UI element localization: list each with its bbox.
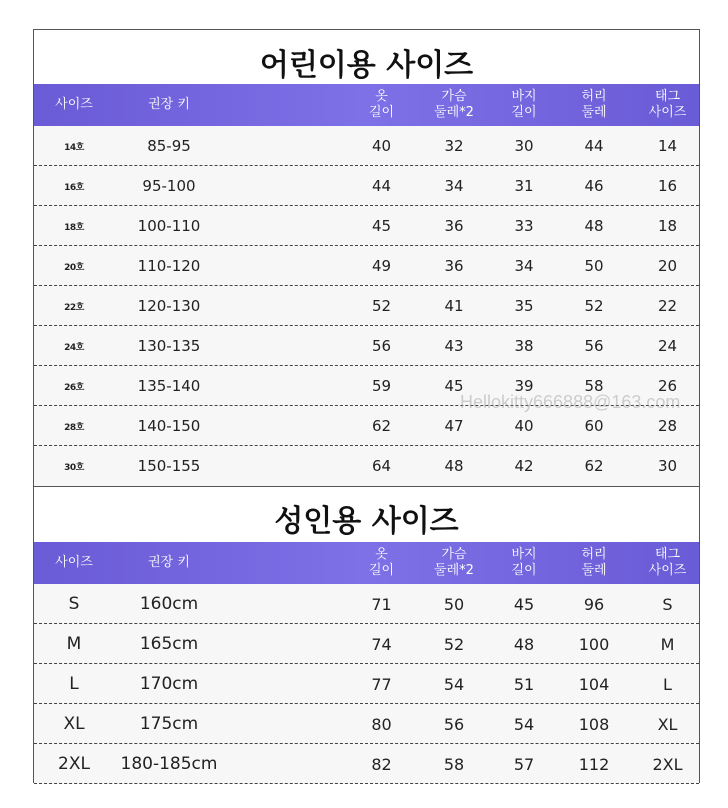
adults-header-pants: 바지 길이 bbox=[511, 547, 537, 578]
kids-table-row bbox=[34, 326, 699, 366]
kids-cell-size: 30호 bbox=[64, 462, 84, 473]
kids-cell-tag: 22 bbox=[657, 297, 678, 315]
adults-cell-size: XL bbox=[63, 714, 85, 734]
kids-cell-pants: 35 bbox=[514, 297, 534, 315]
adults-cell-size: M bbox=[66, 634, 82, 654]
kids-cell-waist: 62 bbox=[584, 457, 604, 475]
kids-cell-tag: 24 bbox=[657, 337, 678, 355]
kids-cell-length: 49 bbox=[371, 257, 392, 275]
section-divider bbox=[34, 486, 699, 487]
kids-cell-size: 14호 bbox=[64, 142, 84, 153]
adults-cell-height: 160cm bbox=[139, 594, 199, 614]
adults-cell-waist: 100 bbox=[578, 634, 610, 654]
kids-header-height: 권장 키 bbox=[148, 97, 190, 112]
adults-cell-pants: 45 bbox=[513, 594, 535, 614]
kids-header-pants: 바지 길이 bbox=[511, 89, 537, 120]
kids-cell-chest: 32 bbox=[444, 137, 464, 155]
kids-title: 어린이용 사이즈 bbox=[259, 48, 474, 83]
kids-cell-tag: 18 bbox=[657, 217, 678, 235]
adults-cell-tag: S bbox=[662, 594, 673, 614]
adults-cell-pants: 54 bbox=[513, 714, 535, 734]
kids-cell-size: 24호 bbox=[64, 342, 84, 353]
kids-cell-length: 64 bbox=[371, 457, 392, 475]
kids-header-size: 사이즈 bbox=[55, 97, 93, 112]
adults-cell-pants: 57 bbox=[513, 754, 535, 774]
adults-header-size: 사이즈 bbox=[55, 555, 93, 570]
adults-cell-chest: 54 bbox=[443, 674, 465, 694]
kids-cell-chest: 41 bbox=[444, 297, 464, 315]
kids-cell-pants: 42 bbox=[514, 457, 534, 475]
adults-table-row bbox=[34, 744, 699, 784]
adults-cell-length: 82 bbox=[371, 754, 392, 774]
kids-cell-chest: 36 bbox=[444, 257, 464, 275]
adults-table-row bbox=[34, 624, 699, 664]
kids-table-row bbox=[34, 286, 699, 326]
adults-cell-length: 77 bbox=[371, 674, 392, 694]
adults-table-row bbox=[34, 584, 699, 624]
watermark: Hellokitty666888@163.com bbox=[460, 392, 681, 412]
kids-cell-pants: 40 bbox=[514, 417, 534, 435]
row-separator bbox=[34, 783, 699, 784]
kids-header-chest: 가슴 둘레*2 bbox=[434, 89, 474, 120]
kids-cell-pants: 33 bbox=[514, 217, 534, 235]
kids-cell-height: 130-135 bbox=[137, 337, 201, 355]
kids-cell-length: 59 bbox=[371, 377, 392, 395]
kids-cell-height: 140-150 bbox=[137, 417, 201, 435]
kids-cell-size: 22호 bbox=[64, 302, 84, 313]
kids-cell-waist: 48 bbox=[584, 217, 604, 235]
adults-cell-height: 170cm bbox=[139, 674, 199, 694]
kids-cell-pants: 38 bbox=[514, 337, 534, 355]
kids-cell-height: 120-130 bbox=[137, 297, 201, 315]
kids-header-row bbox=[34, 84, 699, 126]
kids-cell-length: 40 bbox=[371, 137, 392, 155]
adults-header-length: 옷 길이 bbox=[368, 547, 395, 578]
kids-cell-length: 44 bbox=[371, 177, 392, 195]
adults-cell-chest: 50 bbox=[443, 594, 465, 614]
adults-cell-chest: 58 bbox=[443, 754, 465, 774]
kids-header-waist: 허리 둘레 bbox=[581, 89, 607, 120]
kids-cell-chest: 45 bbox=[444, 377, 464, 395]
adults-cell-size: S bbox=[68, 594, 80, 614]
adults-header-row bbox=[34, 542, 699, 584]
adults-cell-pants: 51 bbox=[513, 674, 535, 694]
kids-cell-height: 95-100 bbox=[142, 177, 196, 195]
adults-cell-tag: M bbox=[660, 634, 675, 654]
adults-table-row bbox=[34, 704, 699, 744]
kids-cell-pants: 31 bbox=[514, 177, 534, 195]
kids-header-length: 옷 길이 bbox=[368, 89, 395, 120]
adults-title: 성인용 사이즈 bbox=[274, 504, 459, 539]
kids-cell-size: 18호 bbox=[64, 222, 84, 233]
adults-header-waist: 허리 둘레 bbox=[581, 547, 607, 578]
kids-header-tag: 태그 사이즈 bbox=[648, 89, 687, 120]
adults-cell-height: 165cm bbox=[139, 634, 199, 654]
kids-cell-tag: 26 bbox=[657, 377, 678, 395]
kids-cell-height: 110-120 bbox=[137, 257, 201, 275]
kids-cell-length: 62 bbox=[371, 417, 392, 435]
adults-header-height: 권장 키 bbox=[148, 555, 190, 570]
kids-cell-size: 26호 bbox=[64, 382, 84, 393]
kids-table-row bbox=[34, 206, 699, 246]
adults-cell-length: 74 bbox=[371, 634, 392, 654]
adults-cell-waist: 104 bbox=[578, 674, 610, 694]
kids-cell-tag: 28 bbox=[657, 417, 678, 435]
kids-cell-tag: 20 bbox=[657, 257, 678, 275]
adults-cell-waist: 108 bbox=[578, 714, 610, 734]
adults-cell-height: 180-185cm bbox=[120, 754, 218, 774]
kids-cell-waist: 56 bbox=[584, 337, 604, 355]
adults-cell-size: 2XL bbox=[58, 754, 90, 774]
kids-cell-size: 20호 bbox=[64, 262, 84, 273]
kids-cell-height: 135-140 bbox=[137, 377, 201, 395]
adults-cell-size: L bbox=[69, 674, 79, 694]
kids-cell-size: 28호 bbox=[64, 422, 84, 433]
kids-table-row bbox=[34, 446, 699, 486]
adults-cell-tag: 2XL bbox=[652, 754, 683, 774]
kids-cell-pants: 34 bbox=[514, 257, 534, 275]
adults-cell-waist: 112 bbox=[578, 754, 610, 774]
kids-cell-tag: 16 bbox=[657, 177, 678, 195]
kids-cell-pants: 39 bbox=[514, 377, 534, 395]
kids-cell-chest: 48 bbox=[444, 457, 464, 475]
kids-cell-tag: 14 bbox=[657, 137, 678, 155]
kids-cell-pants: 30 bbox=[514, 137, 534, 155]
adults-cell-tag: XL bbox=[657, 714, 678, 734]
kids-cell-waist: 58 bbox=[584, 377, 604, 395]
kids-cell-chest: 36 bbox=[444, 217, 464, 235]
kids-cell-chest: 34 bbox=[444, 177, 464, 195]
adults-cell-length: 71 bbox=[371, 594, 392, 614]
kids-cell-height: 100-110 bbox=[137, 217, 201, 235]
adults-cell-chest: 56 bbox=[443, 714, 465, 734]
kids-cell-waist: 60 bbox=[584, 417, 604, 435]
kids-cell-waist: 44 bbox=[584, 137, 604, 155]
kids-cell-length: 52 bbox=[371, 297, 392, 315]
kids-cell-length: 56 bbox=[371, 337, 392, 355]
adults-cell-length: 80 bbox=[371, 714, 392, 734]
adults-header-tag: 태그 사이즈 bbox=[648, 547, 687, 578]
kids-cell-chest: 47 bbox=[444, 417, 464, 435]
kids-cell-height: 150-155 bbox=[137, 457, 201, 475]
adults-cell-waist: 96 bbox=[583, 594, 605, 614]
kids-cell-waist: 50 bbox=[584, 257, 604, 275]
adults-table-row bbox=[34, 664, 699, 704]
kids-cell-waist: 46 bbox=[584, 177, 604, 195]
adults-cell-pants: 48 bbox=[513, 634, 535, 654]
kids-table-row bbox=[34, 246, 699, 286]
kids-cell-chest: 43 bbox=[444, 337, 464, 355]
kids-cell-length: 45 bbox=[371, 217, 392, 235]
kids-cell-size: 16호 bbox=[64, 182, 84, 193]
adults-cell-chest: 52 bbox=[443, 634, 465, 654]
adults-header-chest: 가슴 둘레*2 bbox=[434, 547, 474, 578]
kids-table-row bbox=[34, 126, 699, 166]
adults-cell-height: 175cm bbox=[139, 714, 199, 734]
kids-cell-waist: 52 bbox=[584, 297, 604, 315]
kids-cell-height: 85-95 bbox=[147, 137, 191, 155]
kids-cell-tag: 30 bbox=[657, 457, 678, 475]
kids-table-row bbox=[34, 166, 699, 206]
adults-cell-tag: L bbox=[663, 674, 672, 694]
